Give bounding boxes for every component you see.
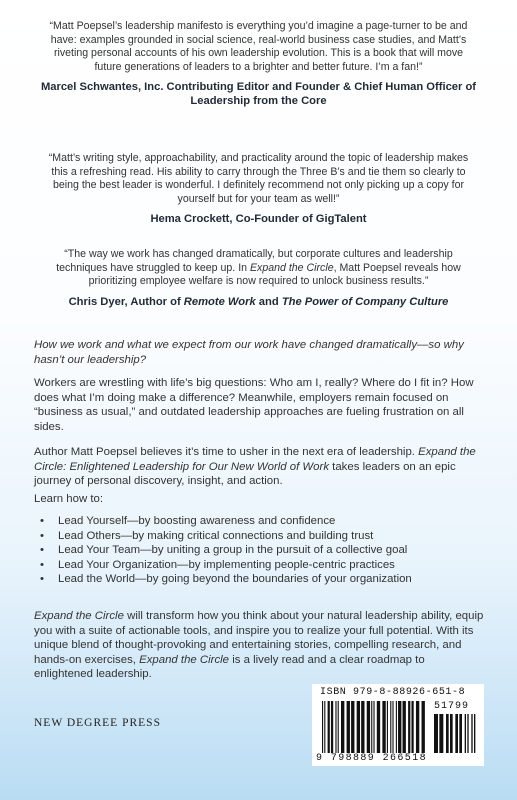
attribution-name: Chris Dyer, Author of — [68, 295, 184, 308]
barcode-bar — [322, 701, 323, 753]
endorsement-crockett — [40, 152, 477, 226]
learn-heading: Learn how to: — [34, 493, 104, 505]
barcode-bar — [416, 701, 419, 753]
attribution-conjunction: and — [255, 295, 282, 308]
barcode-bar — [465, 714, 466, 753]
publisher-name: NEW DEGREE PRESS — [34, 717, 161, 729]
barcode-bar — [338, 701, 339, 753]
book-title: Expand the Circle: Enlightened Leadership for Our New World of Work — [34, 446, 476, 473]
description-para1 — [34, 376, 486, 434]
paragraph-text: takes leaders on an epic journey of personal discovery, insight, and action. — [34, 460, 456, 487]
paragraph-text: Author Matt Poepsel believes it’s time to usher in the next era of leadership. — [34, 446, 419, 458]
paragraph-text: is a lively read and a clear roadmap to enlightened leadership. — [34, 653, 425, 680]
barcode-bar — [367, 701, 370, 753]
isbn-text: ISBN 979-8-88926-651-8 — [320, 687, 466, 698]
barcode-bar — [450, 714, 453, 753]
barcode-bar — [387, 701, 388, 753]
barcode-bar — [411, 701, 413, 753]
book-title: Remote Work — [183, 295, 256, 308]
barcode-supplement-bars — [434, 714, 478, 753]
barcode-bar — [467, 714, 468, 753]
isbn-barcode — [312, 684, 484, 766]
quote-text: , Matt Poepsel reveals how prioritizing employee welfare is now required to unlock business results.” — [88, 261, 461, 288]
barcode-bar — [403, 701, 406, 753]
barcode-bar — [398, 701, 401, 753]
learn-label — [34, 492, 486, 507]
list-item: • Lead Your Team—by uniting a group in the pursuit of a collective goal — [34, 543, 486, 558]
barcode-bar — [347, 701, 350, 753]
description-para2 — [34, 445, 486, 489]
barcode-bar — [361, 701, 364, 753]
learn-list — [34, 514, 486, 587]
book-title: Expand the Circle — [139, 653, 230, 666]
barcode-bar — [328, 701, 330, 753]
barcode-bar — [396, 701, 397, 753]
list-item: • Lead Yourself—by boosting awareness and confidence — [34, 514, 486, 529]
barcode-bar — [434, 714, 438, 753]
barcode-bar — [382, 701, 385, 753]
paragraph — [34, 609, 486, 682]
barcode-bar — [459, 714, 462, 753]
price-code: 51799 — [434, 701, 470, 712]
barcode-bar — [408, 701, 410, 753]
endorsement-schwantes — [40, 20, 477, 108]
barcode-bar — [392, 701, 393, 753]
barcode-bar — [357, 701, 360, 753]
barcode-bar — [351, 701, 354, 753]
endorsement-dyer — [40, 248, 477, 309]
barcode-bars — [322, 701, 426, 753]
barcode-bar — [341, 701, 344, 753]
description-closing — [34, 609, 486, 682]
barcode-bar — [474, 714, 475, 753]
barcode-bar — [324, 701, 325, 753]
book-title: The Power of Company Culture — [281, 295, 449, 308]
barcode-bar — [446, 714, 449, 753]
barcode-bar — [371, 701, 372, 753]
endorsement-quote: “Matt Poepsel’s leadership manifesto is everything you’d imagine a page-turner to be and have: examples grounded in social science, real-world business case studies, and Matt’s riveting personal accounts of his own leadership evolution. This is a book that will move future generations of leaders to a brighter and better future. I’m a fan!” — [49, 20, 468, 73]
endorsement-quote — [40, 248, 477, 289]
endorsement-attribution: Hema Crockett, Co-Founder of GigTalent — [150, 213, 367, 226]
list-item: • Lead the World—by going beyond the boundaries of your organization — [34, 572, 486, 587]
barcode-bar — [377, 701, 380, 753]
barcode-bar — [331, 701, 333, 753]
barcode-bar — [439, 714, 443, 753]
lead-question: How we work and what we expect from our work have changed dramatically—so why hasn’t our leadership? — [34, 339, 464, 366]
paragraph: Workers are wrestling with life’s big questions: Who am I, really? Where do I fit in? How does what I’m doing make a difference? Meanwhile, employers remain focused on “business as usual,” and outdated leadership approaches are fueling frustration on all sides. — [34, 377, 474, 433]
barcode-bar — [455, 714, 458, 753]
book-title: Expand the Circle — [34, 610, 124, 622]
endorsement-quote: “Matt’s writing style, approachability, and practicality around the topic of leadership makes this a refreshing read. His ability to carry through the Three B’s and tie them so clearly to being the best leader is wonderful. I definitely recommend not only picking up a copy for yourself but for your team as well!” — [48, 152, 469, 205]
quote-text: “The way we work has changed dramatically, but corporate cultures and leadership techniques have struggled to keep up. In — [56, 248, 453, 274]
endorsement-attribution: Marcel Schwantes, Inc. Contributing Editor and Founder & Chief Human Officer of Leadership from the Core — [40, 81, 477, 108]
barcode-bar — [373, 701, 374, 753]
barcode-bar — [335, 701, 336, 753]
list-item: • Lead Others—by making critical connections and building trust — [34, 529, 486, 544]
paragraph-text: will transform how you think about your natural leadership ability, equip you with a suite of actionable tools, and inspire you to realize your full potential. With its unique blend of thought-provoking and entertaining stories, compelling research, and hands-on exercises, — [34, 610, 484, 666]
barcode-bar — [390, 701, 391, 753]
bullet-list — [34, 514, 486, 587]
endorsement-attribution — [40, 295, 477, 309]
ean-digits: 9 798889 266518 — [316, 753, 428, 764]
barcode-bar — [422, 701, 425, 753]
barcode-bar — [471, 714, 472, 753]
paragraph — [34, 445, 486, 489]
book-title: Expand the Circle — [249, 261, 334, 274]
description-lead — [34, 338, 486, 367]
list-item: • Lead Your Organization—by implementing people-centric practices — [34, 558, 486, 573]
